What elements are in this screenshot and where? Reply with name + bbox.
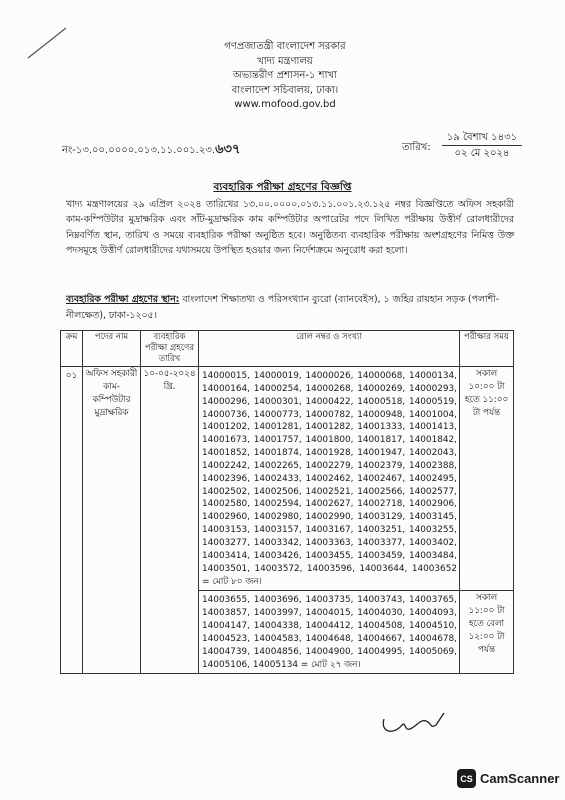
- roll-list-session-2: 14003655, 14003696, 14003735, 14003743, 14003765, 14003857, 14003997, 14004015, 14004030, 14004093, 14004147, 14004338, 14004412, 14004508, 14004510, 14004523, 14004583, 14004648, 14004667, 14004678, 14004739, 14004856, 14004900, 14004995, 14005069, 14005106, 14005134 = মোট ২৭ জন।: [199, 591, 460, 674]
- time-session-2: সকাল ১১:০০ টা হতে বেলা ১২:০০ টা পর্যন্ত: [460, 591, 514, 674]
- header-roll: রোল নম্বর ও সংখ্যা: [199, 331, 460, 367]
- website-link[interactable]: www.mofood.gov.bd: [234, 99, 336, 110]
- table-header-row: [61, 331, 514, 367]
- date-cell: ১০-০৫-২০২৪ খ্রি.: [141, 367, 199, 674]
- exam-venue: [66, 292, 516, 323]
- signature-mark: [380, 705, 450, 735]
- header-post: পদের নাম: [83, 331, 141, 367]
- notice-title: ব্যবহারিক পরীক্ষা গ্রহণের বিজ্ঞপ্তি: [213, 181, 352, 193]
- reference-prefix: নং-১৩.০০.০০০০.০১৩.১১.০০১.২৩.: [62, 145, 216, 156]
- post-cell: অফিস সহকারী কাম-কম্পিউটার মুদ্রাক্ষরিক: [83, 367, 141, 674]
- roll-list-session-1: 14000015, 14000019, 14000026, 14000068, 14000134, 14000164, 14000254, 14000268, 14000269, 14000293, 14000296, 14000301, 14000422, 14000518, 14000519, 14000736, 14000773, 14000782, 14000948, 14001004, 14001202, 14001281, 14001282, 14001333, 14001413, 14001673, 14001757, 14001800, 14001817, 14001842, 14001852, 14001874, 14001928, 14001947, 14002043, 14002242, 14002265, 14002279, 14002379, 14002388, 14002396, 14002433, 14002462, 14002467, 14002495, 14002502, 14002506, 14002521, 14002566, 14002577, 14002580, 14002594, 14002627, 14002718, 14002906, 14002960, 14002980, 14002990, 14003129, 14003145, 14003153, 14003157, 14003167, 14003251, 14003255, 14003277, 14003342, 14003363, 14003377, 14003402, 14003414, 14003426, 14003455, 14003459, 14003484, 14003501, 14003572, 14003596, 14003644, 14003652 = মোট ৮০ জন।: [199, 367, 460, 591]
- camscanner-name: CamScanner: [480, 771, 560, 786]
- office-address: বাংলাদেশ সচিবালয়, ঢাকা।: [231, 84, 339, 96]
- notice-body: খাদ্য মন্ত্রণালয়ের ২৯ এপ্রিল ২০২৪ তারিখের ১৩.০০.০০০০.০১৩.১১.০০১.২৩.১২৫ নম্বর বিজ্ঞপ্তিতে অফিস সহকারী কাম-কম্পিউটার মুদ্রাক্ষরিক এবং সাঁট-মুদ্রাক্ষরিক কাম কম্পিউটার অপারেটর পদে লিখিত পরীক্ষায় উত্তীর্ণ রোলধারীদের নিম্নবর্ণিত স্থান, তারিখ ও সময়ে ব্যবহারিক পরীক্ষা অনুষ্ঠিত হবে। অনুষ্ঠিতব্য ব্যবহারিক পরীক্ষায় অংশগ্রহণের নিমিত্ত উক্ত পদসমূহে উত্তীর্ণ রোলধারীদের যথাসময়ে উপস্থিত হওয়ার জন্য নির্দেশক্রমে অনুরোধ করা হলো।: [66, 199, 514, 257]
- date-bangla: ১৯ বৈশাখ ১৪৩১: [446, 132, 518, 143]
- letterhead: [150, 40, 420, 113]
- ministry-name: খাদ্য মন্ত্রণালয়: [257, 55, 313, 67]
- header-time: পরীক্ষার সময়: [460, 331, 514, 367]
- venue-text: বাংলাদেশ শিক্ষাতথ্য ও পরিসংখ্যান ব্যুরো (ব্যানবেইস), ১ জহির রায়হান সড়ক (পলাশী-নীলক্ষেত), ঢাকা-১২০৫।: [66, 294, 500, 321]
- reference-handwritten-number: ৬৩৭: [215, 142, 241, 157]
- header-serial: ক্রম: [61, 331, 83, 367]
- section-name: অভ্যন্তরীণ প্রশাসন-১ শাখা: [233, 70, 337, 81]
- date-english: ০২ মে ২০২৪: [442, 145, 522, 161]
- camscanner-logo-icon: CS: [457, 769, 476, 788]
- time-session-1: সকাল ১০:০০ টা হতে ১১:০০ টা পর্যন্ত: [460, 367, 514, 591]
- exam-schedule-table: [60, 330, 514, 674]
- date-label: তারিখ:: [402, 142, 431, 153]
- scanner-watermark: [457, 769, 559, 788]
- pen-stroke-mark: [22, 22, 72, 62]
- serial-cell: ০১: [61, 367, 83, 674]
- government-name: গণপ্রজাতন্ত্রী বাংলাদেশ সরকার: [224, 41, 346, 52]
- reference-number: [62, 140, 240, 161]
- table-row: [61, 367, 514, 591]
- venue-label: ব্যবহারিক পরীক্ষা গ্রহণের স্থান:: [66, 294, 180, 305]
- header-date: ব্যবহারিক পরীক্ষা গ্রহণের তারিখ: [141, 331, 199, 367]
